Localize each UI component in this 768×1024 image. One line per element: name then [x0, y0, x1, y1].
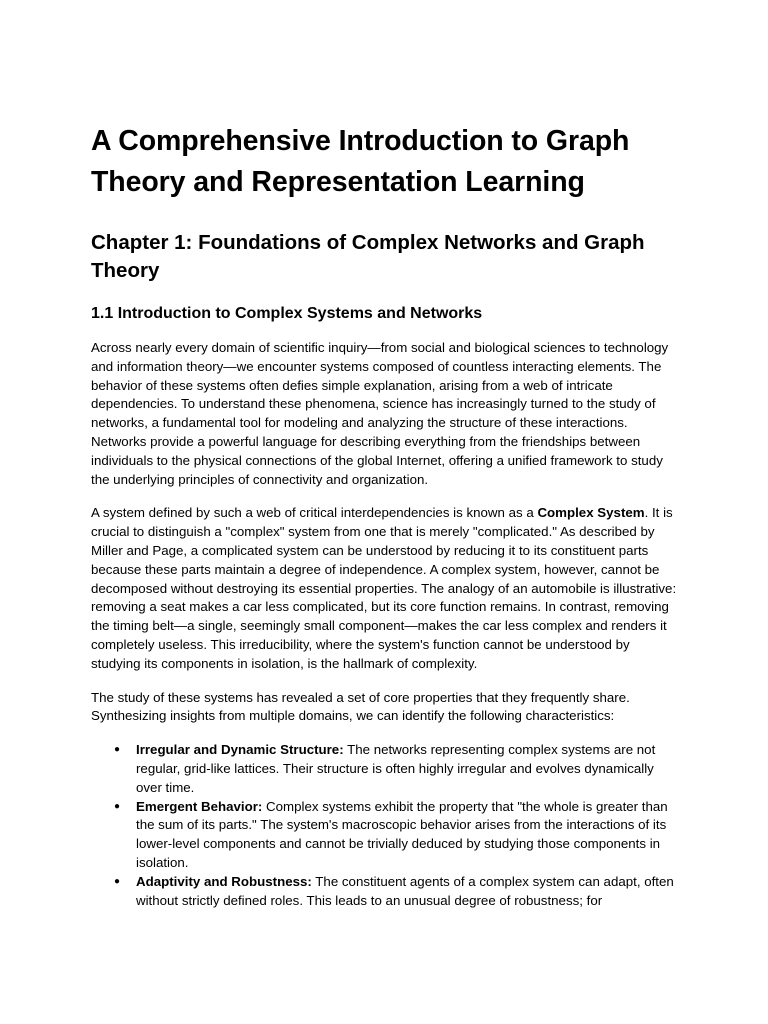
list-item-term: Irregular and Dynamic Structure: — [136, 742, 344, 758]
list-item — [114, 873, 682, 911]
bullet-icon: ● — [114, 875, 121, 887]
paragraph-intro: Across nearly every domain of scientific inquiry—from social and biological sciences to technology and information theory—we encounter systems composed of countless interacting elements. The behavior of these systems often defies simple explanation, arising from a web of intricate dependencies. To understand these phenomena, science has increasingly turned to the study of networks, a fundamental tool for modeling and analyzing the structure of these interactions. Networks provide a powerful language for describing everything from the friendships between individuals to the physical connections of the global Internet, offering a unified framework to study the underlying principles of connectivity and organization. — [91, 340, 669, 487]
paragraph-text: . It is crucial to distinguish a "complex" system from one that is merely "complicated." As described by Miller and Page, a complicated system can be understood by reducing it to its constituent parts because these parts maintain a degree of independence. A complex system, however, cannot be decomposed without destroying its essential properties. The analogy of an automobile is illustrative: removing a seat makes a car less complicated, but its core function remains. In contrast, removing the timing belt—a single, seemingly small component—makes the car less complex and renders it completely useless. This irreducibility, where the system's function cannot be understood by studying its components in isolation, is the hallmark of complexity. — [91, 505, 677, 671]
paragraph-complex-system — [91, 504, 682, 673]
list-item-text: Complex systems exhibit the property that "the whole is greater than the sum of its parts." The system's macroscopic behavior arises from the interactions of its lower-level components and cannot be trivially deduced by studying those components in isolation. — [136, 798, 668, 870]
list-item-text: The networks representing complex systems are not regular, grid-like lattices. Their structure is often highly irregular and evolves dynamically over time. — [136, 742, 656, 795]
list-item-term: Emergent Behavior: — [136, 798, 263, 814]
list-item — [114, 798, 682, 873]
list-item-text: The constituent agents of a complex system can adapt, often without strictly defined roles. This leads to an unusual degree of robustness; for — [136, 873, 674, 908]
bullet-icon: ● — [114, 744, 121, 756]
chapter-heading: Chapter 1: Foundations of Complex Networks and Graph Theory — [91, 231, 645, 282]
term-complex-system: Complex System — [537, 505, 645, 521]
characteristics-list — [91, 741, 682, 910]
section-heading: 1.1 Introduction to Complex Systems and Networks — [91, 305, 483, 322]
bullet-icon: ● — [114, 800, 121, 812]
paragraph-characteristics-intro: The study of these systems has revealed a set of core properties that they frequently share. Synthesizing insights from multiple domains, we can identify the following characteristics: — [91, 689, 630, 724]
document-title: A Comprehensive Introduction to Graph Theory and Representation Learning — [91, 125, 630, 198]
list-item — [114, 741, 682, 797]
list-item-term: Adaptivity and Robustness: — [136, 873, 312, 889]
paragraph-text: A system defined by such a web of critical interdependencies is known as a — [91, 505, 538, 521]
